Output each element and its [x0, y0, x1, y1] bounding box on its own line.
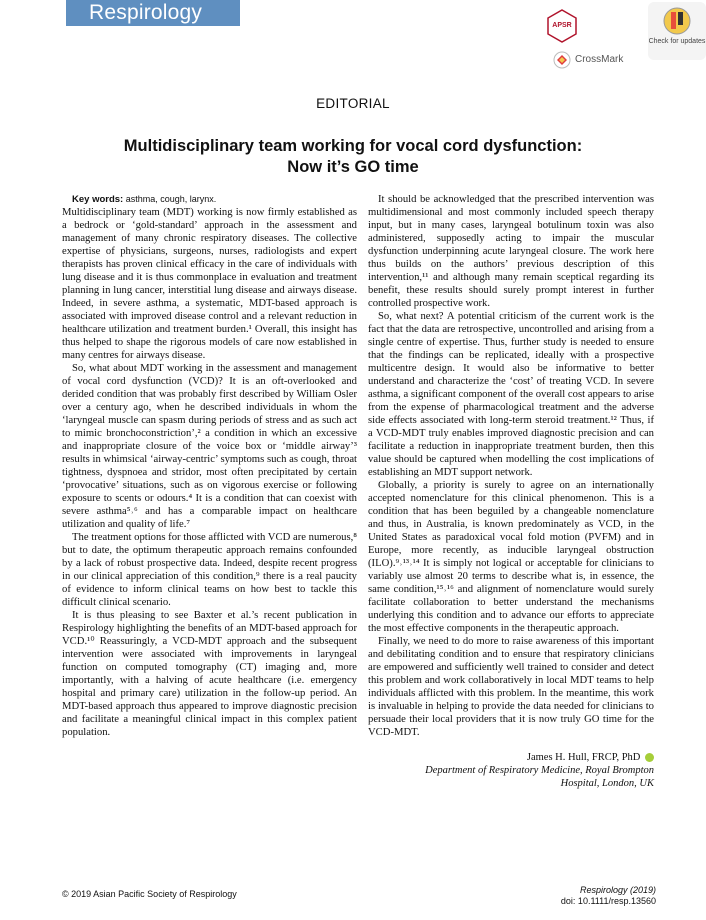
check-for-updates-button[interactable]	[648, 2, 706, 60]
society-logo	[546, 9, 578, 43]
paragraph: Multidisciplinary team (MDT) working is now firmly established as a bedrock or ‘gold-standard’ approach in the assessment and management of many chronic respiratory diseases. The collective expertise of physicians, surgeons, nurses, radiologists and expert therapists has proven clinical efficacy in the care of individuals with lung disease and it is thus commonplace in evaluation and treatment planning in lung cancer, interstitial lung disease and airways disease. Indeed, in severe asthma, a systematic, MDT-based approach is associated with improved disease control and a relevant reduction in healthcare utilization and treatment burden.¹ Overall, this insight has thus helped to shape the rigorous models of care now established in many centres for airways disease.	[62, 207, 357, 361]
citation-info	[561, 885, 656, 907]
article-title	[0, 136, 706, 178]
title-line-1: Multidisciplinary team working for vocal cord dysfunction:	[123, 137, 583, 155]
paragraph: It should be acknowledged that the prescribed intervention was multidimensional and most commonly included speech therapy input, but in many cases, laryngeal botulinum toxin was also administered, supposedly acting to impair the muscular dysfunction underpinning acute laryngeal closure. The work here thus builds on the authors’ previous description of this intervention,¹¹ and although many remain sceptical regarding its benefit, these results should surely prompt interest in further controlled prospective work.	[368, 194, 654, 309]
doi: doi: 10.1111/resp.13560	[560, 896, 656, 906]
paragraph: It is thus pleasing to see Baxter et al.’s recent publication in Respirology highlighting the benefits of an MDT-based approach for VCD.¹⁰ Reassuringly, a VCD-MDT approach and the subsequent intervention were associated with improvements in laryngeal function on computed tomography (CT) imaging and, more importantly, with a halving of acute healthcare (i.e. emergency hospital and primary care) utilization in the follow-up period. An MDT-based approach thus appeared to improve diagnostic precision and facilitate a meaningful clinical impact in this complex patient population.	[62, 610, 357, 738]
check-for-updates-label: Check for updates	[648, 38, 706, 45]
crossmark-label: CrossMark	[575, 54, 624, 65]
crossmark-badge[interactable]	[553, 51, 624, 74]
journal-banner	[66, 0, 240, 26]
crossmark-icon	[553, 51, 571, 69]
journal-name: Respirology	[89, 1, 203, 24]
title-line-2: Now it’s GO time	[287, 158, 419, 176]
left-column	[62, 193, 357, 739]
journal-year: Respirology (2019)	[579, 885, 656, 895]
orcid-icon[interactable]	[645, 753, 654, 762]
affiliation-line-1: Department of Respiratory Medicine, Royal Brompton	[425, 765, 654, 776]
bookmark-icon	[648, 2, 706, 38]
copyright: © 2019 Asian Pacific Society of Respirology	[62, 889, 237, 899]
affiliation-line-2: Hospital, London, UK	[560, 778, 654, 789]
paragraph: So, what about MDT working in the assessment and management of vocal cord dysfunction (VCD)? It is an oft-overlooked and derided condition that was probably first described by William Osler over a century ago, when he described individuals in whom the ‘laryngeal muscle can spasm during periods of stress and as such act to mimic bronchoconstriction’,² a condition in which an excessive and inappropriate closure of the voice box or ‘middle airway’³ results in whimsical ‘airway-centric’ symptoms such as cough, throat tightness, dyspnoea and stridor, most often precipitated by certain ‘provocative’ situations, such as on vigorous exercise or following exposure to scents or odours.⁴ It is a condition that can coexist with severe asthma⁵˒⁶ and has a comparable impact on healthcare utilization and quality of life.⁷	[62, 363, 357, 530]
paragraph: The treatment options for those afflicted with VCD are numerous,⁸ but to date, the optimum therapeutic approach remains confounded by a lack of robust prospective data. Indeed, despite recent progress in our clinical appreciation of this condition,⁹ there is a real paucity of evidence to inform clinical teams on how best to tackle this difficult clinical scenario.	[62, 532, 357, 608]
keywords-list: asthma, cough, larynx.	[125, 194, 217, 204]
society-logo-text: APSR	[552, 22, 572, 29]
author-name: James H. Hull, FRCP, PhD	[526, 752, 641, 763]
section-label: EDITORIAL	[316, 96, 390, 111]
paragraph: So, what next? A potential criticism of the current work is the fact that the data are retrospective, uncontrolled and arising from a single centre of expertise. Thus, further study is needed to ensure that the findings can be replicated, ideally with a prospective multicentre design. It would also be informative to better understand and characterize the ‘cost’ of treating VCD. In severe asthma, a significant component of the overall cost appears to arise from the expense of pharmacological treatment and the adverse side effects associated with long-term steroid treatment.¹² Thus, if a VCD-MDT truly enables improved diagnostic precision and can facilitate a reduction in inappropriate treatment burden, then this value should be captured when modelling the cost implications of establishing an MDT support network.	[368, 311, 654, 478]
right-column	[368, 193, 654, 790]
author-signature	[368, 751, 654, 790]
paragraph: Finally, we need to do more to raise awareness of this important and debilitating condition and to ensure that respiratory clinicians are empowered and sufficiently well trained to consider and detect this problem and work collaboratively in local MDT teams to help individuals afflicted with this problem. In the meantime, this work is invaluable in helping to provide the data needed for clinicians to persuade their local providers that it is now truly GO time for the VCD-MDT.	[368, 636, 654, 738]
keywords	[62, 193, 357, 206]
keywords-label: Key words:	[72, 194, 124, 205]
paragraph: Globally, a priority is surely to agree on an internationally accepted nomenclature for this clinical phenomenon. This is a condition that has been beguiled by a changeable nomenclature and thus, in Australia, is known predominately as VCD, in the United States as paradoxical vocal fold motion (PVFM) and in Europe, more recently, as inducible laryngeal obstruction (ILO).⁹˒¹³˒¹⁴ It is simply not logical or acceptable for clinicians to variably use almost 20 terms to describe what is, in essence, the same condition,¹⁵˒¹⁶ and alignment of nomenclature would surely facilitate collaboration to better understand the mechanisms underlying this condition and to advance our efforts to appreciate the most effective components in the therapeutic approach.	[368, 480, 654, 634]
